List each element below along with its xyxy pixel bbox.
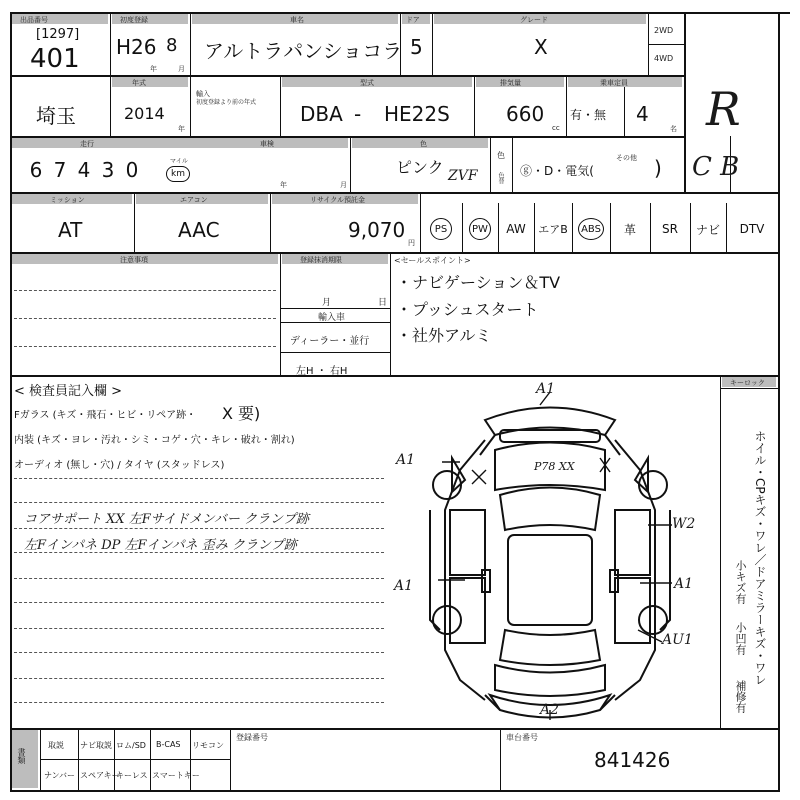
dereg-month: 月 (322, 298, 332, 308)
import-label: 輸入 (196, 90, 210, 98)
frame-number: 841426 (594, 748, 671, 772)
caution-line (14, 346, 276, 347)
mark-r: R (706, 82, 741, 136)
dereg-day: 日 (378, 298, 388, 308)
chassis-label: 登録番号 (236, 733, 268, 742)
model-year-label: 年式 (132, 79, 146, 87)
option-label: AW (506, 222, 526, 236)
inspection-year-unit: 年 (280, 181, 287, 189)
car-name: アルトラパンショコラ (204, 39, 403, 63)
audio-line: オーディオ (無し・穴) / タイヤ (スタッドレス) (14, 460, 225, 471)
mileage-digit: 0 (125, 158, 139, 182)
option-abs (572, 211, 610, 247)
caution-line (14, 290, 276, 291)
option-aw (498, 211, 534, 247)
door-label: ドア (406, 16, 420, 24)
inspector-line (14, 702, 384, 703)
fuel-close: ) (654, 156, 662, 180)
side-note-scratch: 小キズ有 (734, 560, 747, 604)
year-label-band (112, 77, 188, 87)
interior-line: 内装 (キズ・ヨレ・汚れ・シミ・コゲ・穴・キレ・破れ・割れ) (14, 435, 295, 446)
frame-label: 車台番号 (506, 733, 538, 742)
option-label: エアB (538, 223, 568, 236)
mark-roof: A1 (536, 381, 556, 397)
model-year: 2014 (124, 104, 165, 123)
option-ps (420, 211, 462, 247)
doc-cell: スペアキー (80, 771, 120, 780)
reg-month-unit: 月 (178, 65, 185, 73)
sales-point: ・ナビゲーション＆TV (396, 273, 561, 292)
lot-number: 401 (30, 44, 80, 74)
mileage-digit: 7 (53, 158, 67, 182)
mileage-label-band (12, 138, 348, 148)
sales-point: ・社外アルミ (396, 326, 492, 345)
doc-cell: スマートキー (152, 771, 200, 780)
car-diagram (390, 380, 715, 725)
option-navi (690, 211, 726, 247)
inspector-line (14, 602, 384, 603)
fuel-other-label: その他 (616, 154, 637, 162)
type-code: HE22S (384, 102, 450, 126)
doc-cell: ナビ取説 (80, 741, 112, 750)
mark-right-rear: A1 (674, 576, 694, 592)
docs-label: 書類 (17, 748, 26, 764)
hand-note-2: 左Fインパネ DP 左Fインパネ 歪み クランプ跡 (24, 538, 297, 553)
side-note-wheel: ホイル・CPキズ・ワレ／ドアミラーキズ・ワレ (753, 430, 767, 686)
key-lock-label: キーロック (730, 379, 765, 387)
fuel-options: ⓖ・D・電気( (520, 164, 594, 178)
type-label: 型式 (360, 79, 374, 87)
option-sr (650, 211, 690, 247)
option-label: SR (662, 222, 678, 236)
hand-note-1: コアサポート XX 左Fサイドメンバー クランプ跡 (24, 512, 309, 527)
option-label: ナビ (695, 222, 720, 237)
color-label: 色 (420, 140, 427, 148)
inspector-line (14, 678, 384, 679)
capacity-flag: 有・無 (570, 108, 607, 122)
recycle-amount: 9,070 (348, 218, 406, 242)
dealer-label: ディーラー・並行 (290, 336, 370, 347)
grade-value: X (534, 35, 548, 59)
glass-mark: X 要) (222, 404, 261, 423)
mileage-digit: 4 (77, 158, 91, 182)
doc-cell: ナンバー (44, 771, 76, 780)
reg-year-unit: 年 (150, 65, 157, 73)
ac-label: エアコン (180, 196, 208, 204)
yen-unit: 円 (408, 239, 415, 247)
mileage-digit: 6 (29, 158, 43, 182)
caution-label: 注意事項 (120, 256, 148, 264)
color-code: ZVF (448, 168, 478, 184)
inspector-line (14, 578, 384, 579)
seats-unit: 名 (670, 125, 677, 133)
doc-cell: B-CAS (156, 740, 181, 749)
displacement: 660 (506, 102, 545, 126)
steering-label: 左H ・ 右H (296, 366, 348, 377)
sales-label: <セールスポイント> (394, 256, 471, 265)
option-label: DTV (739, 222, 765, 236)
reg-month: 8 (166, 35, 178, 56)
cc-label: 排気量 (500, 79, 521, 87)
option-label: PS (430, 218, 452, 240)
dereg-label: 登録抹消期限 (300, 256, 342, 264)
option-airbag (534, 211, 572, 247)
prefecture: 埼玉 (36, 104, 76, 128)
doc-cell: キーレス (116, 771, 148, 780)
doc-cell: 取説 (48, 741, 64, 750)
lot-label: 出品番号 (20, 16, 48, 24)
color-value: ピンク (396, 158, 444, 177)
transmission-label: ミッション (50, 196, 85, 204)
option-label: PW (469, 218, 491, 240)
inspection-month-unit: 月 (340, 181, 347, 189)
doc-cell: ロム/SD (116, 741, 146, 750)
mileage-label: 走行 (80, 140, 94, 148)
doc-cell: リモコン (192, 741, 224, 750)
seats-value: 4 (636, 102, 649, 126)
sales-point: ・プッシュスタート (396, 300, 539, 319)
option-leather (610, 211, 650, 247)
km-unit: km (166, 166, 190, 182)
glass-line: Fガラス (キズ・飛石・ヒビ・リペア跡・ (14, 410, 197, 421)
color-change-label: 色替 (497, 172, 504, 184)
mark-right-door: W2 (672, 516, 696, 532)
seats-label: 乗車定員 (600, 79, 628, 87)
ac-value: AAC (178, 218, 220, 242)
lot-sub-number: [1297] (36, 27, 80, 42)
cc-unit: cc (552, 124, 560, 132)
model-year-unit: 年 (178, 125, 185, 133)
import-note: 初度登録より前の年式 (196, 99, 257, 106)
marks-cb: C B (692, 152, 740, 182)
inspector-line (14, 652, 384, 653)
inspector-line (14, 528, 384, 529)
mark-rear: A2 (540, 702, 560, 718)
type-label-band (282, 77, 472, 87)
color-label-side: 色 (497, 151, 505, 160)
grade-label: グレード (520, 16, 548, 24)
mark-left-rear: A1 (394, 578, 414, 594)
inspector-line (14, 628, 384, 629)
reg-era: H26 (116, 35, 157, 59)
mark-left-front: A1 (396, 452, 416, 468)
recycle-label: リサイクル預託金 (310, 196, 366, 204)
mark-center: P78 XX (534, 460, 575, 473)
side-note-repair: 補修有 (734, 680, 747, 713)
inspector-title: < 検査員記入欄 > (14, 384, 123, 399)
side-note-dent: 小凹有 (734, 622, 747, 655)
inspection-label: 車検 (260, 140, 274, 148)
option-dtv (726, 211, 778, 247)
mileage-digits (24, 158, 144, 182)
type-dash: - (354, 102, 362, 126)
option-pw (462, 211, 498, 247)
first-reg-label: 初度登録 (120, 16, 148, 24)
mark-right-quarter: AU1 (662, 632, 693, 648)
option-label: ABS (578, 218, 604, 240)
transmission-value: AT (58, 218, 83, 242)
drive-2wd: 2WD (654, 26, 674, 35)
door-count: 5 (410, 35, 423, 59)
mile-unit: マイル (170, 158, 188, 165)
car-name-label: 車名 (290, 16, 304, 24)
import-car-label: 輸入車 (318, 313, 346, 323)
mileage-digit: 3 (101, 158, 115, 182)
inspector-line (14, 502, 384, 503)
inspector-line (14, 478, 384, 479)
type-prefix: DBA (300, 102, 343, 126)
option-label: 革 (623, 222, 636, 237)
drive-4wd: 4WD (654, 54, 674, 63)
caution-line (14, 318, 276, 319)
